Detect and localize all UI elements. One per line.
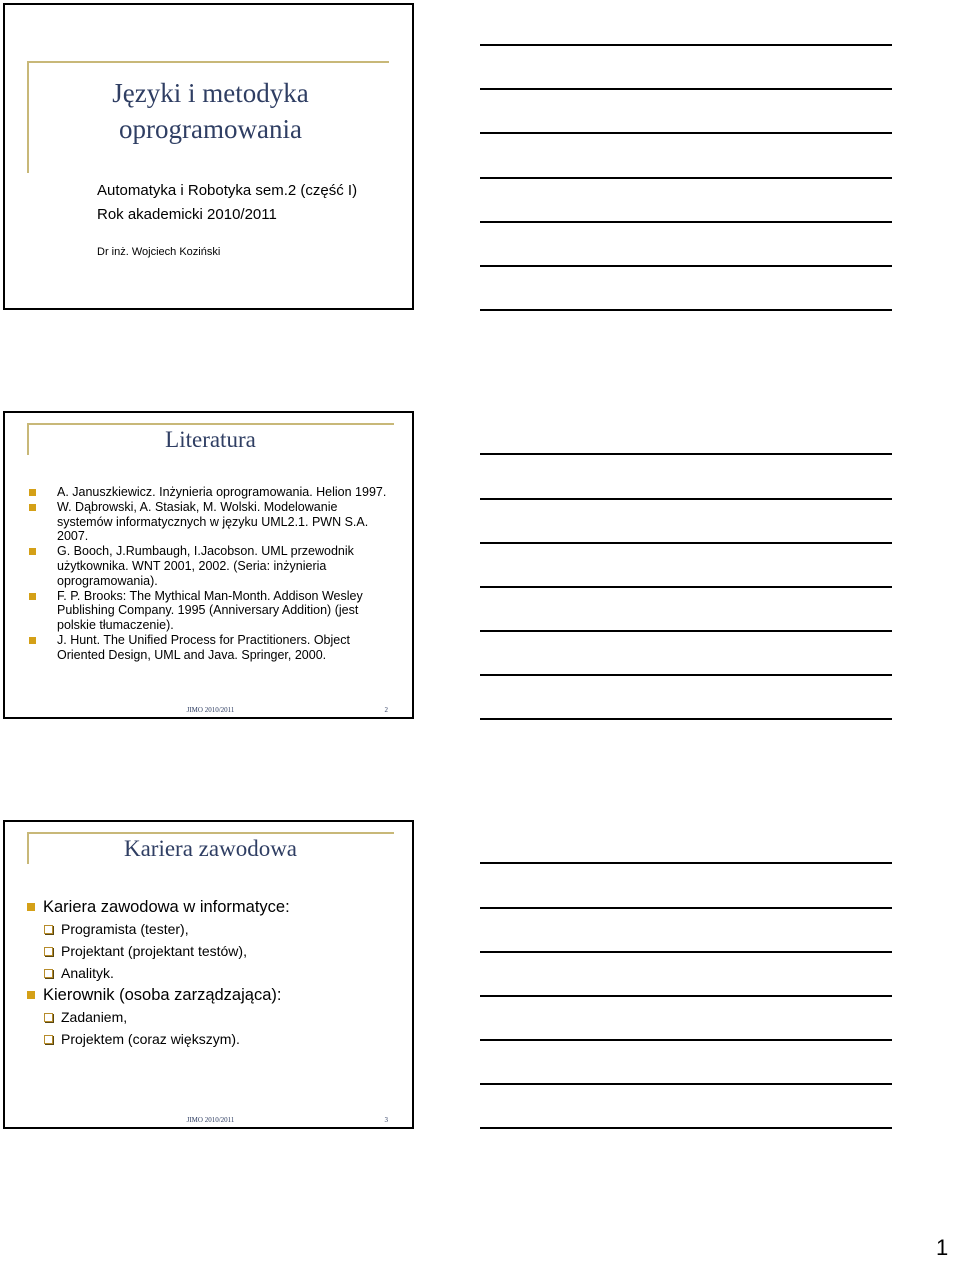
square-bullet-icon <box>29 504 36 511</box>
note-line <box>480 1039 892 1041</box>
slide-2 <box>3 411 414 719</box>
list-item: Analityk. <box>27 962 392 984</box>
title-line-2: oprogramowania <box>119 114 302 144</box>
square-bullet-icon <box>29 548 36 555</box>
note-line <box>480 718 892 720</box>
note-line <box>480 88 892 90</box>
list-item: G. Booch, J.Rumbaugh, I.Jacobson. UML przewodnik użytkownika. WNT 2001, 2002. (Seria: inżynieria oprogramowania). <box>29 544 392 588</box>
note-line <box>480 44 892 46</box>
list-item: W. Dąbrowski, A. Stasiak, M. Wolski. Modelowanie systemów informatycznych w języku UML2.1. PWN S.A. 2007. <box>29 500 392 544</box>
list-item: Kariera zawodowa w informatyce: <box>27 896 392 918</box>
slide-title <box>5 75 416 147</box>
note-line <box>480 907 892 909</box>
note-line <box>480 951 892 953</box>
author-line: Dr inż. Wojciech Koziński <box>97 246 221 258</box>
title-line-1: Języki i metodyka <box>112 78 309 108</box>
note-line <box>480 132 892 134</box>
slide-footer: JIMO 2010/2011 <box>186 706 235 714</box>
note-line <box>480 498 892 500</box>
note-line <box>480 1083 892 1085</box>
checkbox-bullet-icon <box>44 969 53 978</box>
square-bullet-icon <box>29 593 36 600</box>
slide-title: Literatura <box>165 427 256 452</box>
list-item: Projektant (projektant testów), <box>27 940 392 962</box>
checkbox-bullet-icon <box>44 1013 53 1022</box>
literature-list <box>29 485 392 663</box>
checkbox-bullet-icon <box>44 947 53 956</box>
list-item: A. Januszkiewicz. Inżynieria oprogramowania. Helion 1997. <box>29 485 392 500</box>
note-line <box>480 630 892 632</box>
square-bullet-icon <box>27 903 35 911</box>
list-item: Programista (tester), <box>27 918 392 940</box>
academic-year-line: Rok akademicki 2010/2011 <box>97 206 277 223</box>
square-bullet-icon <box>27 991 35 999</box>
square-bullet-icon <box>29 637 36 644</box>
note-line <box>480 453 892 455</box>
note-line <box>480 542 892 544</box>
note-line <box>480 221 892 223</box>
course-line: Automatyka i Robotyka sem.2 (część I) <box>97 182 358 199</box>
note-line <box>480 265 892 267</box>
career-list <box>27 896 392 1050</box>
note-line <box>480 862 892 864</box>
slide-title: Kariera zawodowa <box>123 836 298 861</box>
list-item: Zadaniem, <box>27 1006 392 1028</box>
slide-1 <box>3 3 414 310</box>
note-line <box>480 177 892 179</box>
note-line <box>480 995 892 997</box>
checkbox-bullet-icon <box>44 925 53 934</box>
slide-3 <box>3 820 414 1129</box>
slide-number: 3 <box>384 1116 388 1124</box>
slide-number: 2 <box>384 706 388 714</box>
list-item: F. P. Brooks: The Mythical Man-Month. Addison Wesley Publishing Company. 1995 (Anniversary Addition) (jest polskie tłumaczenie). <box>29 589 392 633</box>
checkbox-bullet-icon <box>44 1035 53 1044</box>
note-line <box>480 674 892 676</box>
slide-footer: JIMO 2010/2011 <box>186 1116 235 1124</box>
list-item: Kierownik (osoba zarządzająca): <box>27 984 392 1006</box>
note-line <box>480 586 892 588</box>
page-number: 1 <box>936 1235 949 1260</box>
note-line <box>480 309 892 311</box>
list-item: J. Hunt. The Unified Process for Practitioners. Object Oriented Design, UML and Java. Springer, 2000. <box>29 633 392 663</box>
square-bullet-icon <box>29 489 36 496</box>
note-line <box>480 1127 892 1129</box>
list-item: Projektem (coraz większym). <box>27 1028 392 1050</box>
